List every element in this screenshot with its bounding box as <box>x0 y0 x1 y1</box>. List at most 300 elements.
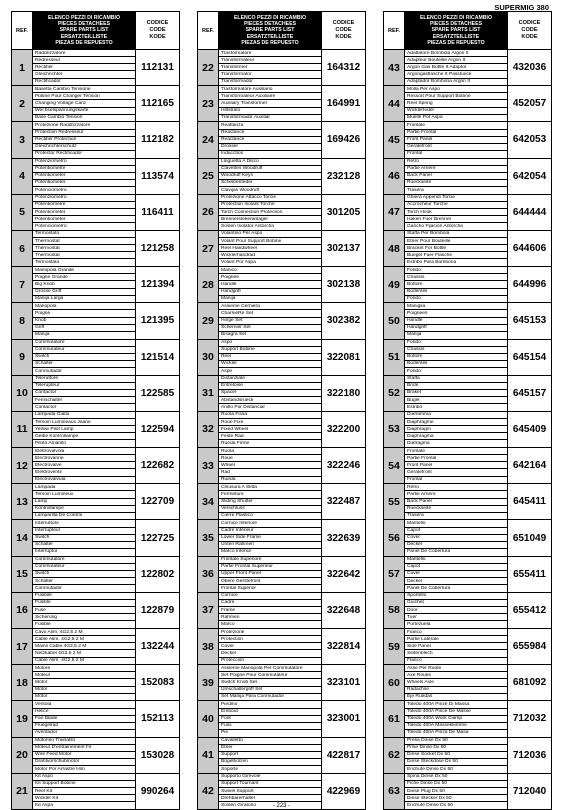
part-names <box>219 231 321 266</box>
part-name: Maniglia <box>405 304 507 311</box>
part-code: 990264 <box>135 774 179 809</box>
part-name: Lamparilla De Control <box>35 513 83 519</box>
part-name: Toledo 400A Pinza De Masa <box>407 730 469 736</box>
description-header-line: ELENCO PEZZI DI RICAMBIO <box>419 14 493 21</box>
ref-number: 41 <box>198 738 219 773</box>
part-name: Transformer <box>219 65 321 72</box>
table-row <box>384 628 551 664</box>
part-name: Sliding Shutter <box>219 499 321 506</box>
table-row <box>198 302 365 338</box>
ref-number: 54 <box>384 448 405 483</box>
part-name: CharnièRe Set <box>219 311 321 318</box>
part-names <box>33 303 135 338</box>
part-code: 322081 <box>321 340 365 375</box>
part-name: Frontale <box>405 449 507 456</box>
ref-number: 13 <box>12 484 33 519</box>
ref-number: 2 <box>12 86 33 121</box>
part-name: Raddrizzatore <box>33 51 135 58</box>
table-row <box>12 121 179 157</box>
part-code: 422969 <box>321 774 365 809</box>
part-name: Linguetta A Disco <box>219 159 321 166</box>
part-name: Termostato <box>33 231 135 238</box>
part-name: Contactor <box>33 390 135 397</box>
part-name: Reactance <box>219 137 321 144</box>
part-names <box>33 738 135 773</box>
part-name: Fermeture <box>219 492 321 499</box>
part-name: Lower Side Frame <box>219 535 321 542</box>
ref-header: REF. <box>12 12 33 49</box>
part-name: Ruota <box>219 449 321 456</box>
part-name: Protection <box>219 637 321 644</box>
part-code: 322180 <box>321 376 365 411</box>
part-name: Partie Arriere <box>405 492 507 499</box>
part-names <box>405 195 507 230</box>
table-row <box>384 158 551 194</box>
part-name: Prise Dinse Dx 50 <box>405 745 507 752</box>
part-name: Electrovalvula <box>35 477 66 483</box>
part-name: Cadre <box>219 600 321 607</box>
part-name: Fianco <box>405 630 507 637</box>
part-names <box>33 520 135 555</box>
part-name: Gleichrichterschutz <box>33 144 135 151</box>
part-name: Diaphragma <box>405 434 507 441</box>
part-name: Panel De Cobertura <box>407 549 451 555</box>
ref-number: 16 <box>12 593 33 628</box>
parts-table-1 <box>11 11 180 810</box>
part-name: Feste Rad <box>219 434 321 441</box>
part-name: Marco Inferior <box>221 549 252 555</box>
part-name: Thermostat <box>33 239 135 246</box>
part-name: Toledo 400A Work Clamp <box>405 716 507 723</box>
part-names <box>405 629 507 664</box>
part-name: Transformador Auxiliar <box>221 115 271 121</box>
table-row <box>384 302 551 338</box>
part-name: Transformateur Auxiliaire <box>219 94 321 101</box>
part-names <box>405 412 507 447</box>
part-name: Schalter <box>33 579 135 586</box>
part-name: Fan Blade <box>33 716 135 723</box>
part-code: 164312 <box>321 50 365 85</box>
part-name: Retro <box>405 159 507 166</box>
part-name: Kit Support Bobine <box>33 781 135 788</box>
ref-number: 59 <box>384 629 405 664</box>
part-code: 422817 <box>321 738 365 773</box>
part-names <box>405 376 507 411</box>
part-name: Brennerstekeranlager <box>219 217 321 224</box>
part-name: Verschluss <box>219 506 321 513</box>
part-name: Deckel <box>405 542 507 549</box>
part-name: Volant Por Aspa <box>221 259 256 265</box>
part-code: 122709 <box>135 484 179 519</box>
part-name: Roue <box>219 456 321 463</box>
description-header-line: ERSATZTEILLISTE <box>246 33 294 40</box>
part-name: Flanco <box>407 658 422 664</box>
part-names <box>405 665 507 700</box>
ref-number: 53 <box>384 412 405 447</box>
description-header-line: ERSATZTEILLISTE <box>60 33 108 40</box>
part-code: 122725 <box>135 520 179 555</box>
code-header-line: CODE <box>149 27 166 33</box>
part-names <box>405 159 507 194</box>
part-code: 645153 <box>507 303 551 338</box>
part-code: 121514 <box>135 340 179 375</box>
ref-number: 42 <box>198 774 219 809</box>
description-header-line: ELENCO PEZZI DI RICAMBIO <box>47 14 121 21</box>
part-name: Ghiera Appendi Torcie <box>405 195 507 202</box>
description-header <box>405 12 507 49</box>
part-name: Dinse Plug Dx 50 <box>405 789 507 796</box>
part-name: Buegel Fuer Flasche <box>405 253 507 260</box>
part-name: Cornice Inferiore <box>219 521 321 528</box>
part-name: Rueckseite <box>405 180 507 187</box>
part-code: 322246 <box>321 448 365 483</box>
part-names <box>405 448 507 483</box>
part-name: Ressort Pour Support Bobine <box>405 94 507 101</box>
part-name: Capot <box>405 564 507 571</box>
parts-table-2 <box>197 11 366 810</box>
table-row <box>12 158 179 194</box>
part-code: 322648 <box>321 593 365 628</box>
table-row <box>384 230 551 266</box>
ref-number: 7 <box>12 267 33 302</box>
part-code: 152083 <box>135 665 179 700</box>
part-name: Partie Frontal <box>405 456 507 463</box>
ref-number: 37 <box>198 593 219 628</box>
part-name: Kit Aspa <box>35 802 53 808</box>
part-name: Protezione Attacco Torcie <box>219 195 321 202</box>
part-name: Ruota Fissa <box>219 412 321 419</box>
description-header-line: PIEZAS DE REPUESTO <box>427 39 485 46</box>
part-code: 322642 <box>321 557 365 592</box>
part-name: Haken Fuer Brenner <box>405 217 507 224</box>
part-name: Adattatore Bombola Argon It <box>405 51 507 58</box>
table-header <box>12 12 179 49</box>
part-names <box>33 122 135 157</box>
part-name: Deckel <box>219 651 321 658</box>
ref-number: 1 <box>12 50 33 85</box>
ref-number: 52 <box>384 376 405 411</box>
table-row <box>384 121 551 157</box>
part-name: Aspo <box>219 340 321 347</box>
part-code: 452057 <box>507 86 551 121</box>
description-header-line: PIEZAS DE REPUESTO <box>241 39 299 46</box>
part-names <box>219 593 321 628</box>
parts-table-3 <box>383 11 552 810</box>
table-row <box>384 266 551 302</box>
part-name: Switch <box>33 535 135 542</box>
table-row <box>12 592 179 628</box>
part-code: 122682 <box>135 448 179 483</box>
table-row <box>384 556 551 592</box>
part-names <box>219 159 321 194</box>
ref-number: 20 <box>12 738 33 773</box>
part-name: Soslen Giratorio <box>221 802 257 808</box>
part-name: Roue Fixe <box>219 420 321 427</box>
ref-number: 10 <box>12 376 33 411</box>
ref-number: 44 <box>384 86 405 121</box>
part-name: Bottom <box>405 282 507 289</box>
ref-number: 17 <box>12 629 33 664</box>
table-row <box>384 375 551 411</box>
ref-number: 12 <box>12 448 33 483</box>
part-name: Back Panel <box>405 499 507 506</box>
part-name: Staffa <box>405 376 507 383</box>
table-row <box>384 700 551 736</box>
part-name: Wheels Axle <box>405 680 507 687</box>
table-row <box>384 664 551 700</box>
part-code: 302382 <box>321 303 365 338</box>
code-header-line: KODE <box>149 34 166 40</box>
table-row <box>384 737 551 773</box>
part-name: Handle <box>405 318 507 325</box>
part-name: Inducction <box>221 151 244 157</box>
ref-number: 34 <box>198 484 219 519</box>
part-names <box>33 376 135 411</box>
part-name: Dinse Socket Dx 50 <box>405 752 507 759</box>
part-names <box>219 340 321 375</box>
description-header-line: SPARE PARTS LIST <box>59 27 109 34</box>
table-row <box>12 483 179 519</box>
part-name: Swivel Support <box>219 789 321 796</box>
part-names <box>33 267 135 302</box>
part-name: Chiusura A Slitta <box>219 485 321 492</box>
part-names <box>219 195 321 230</box>
part-name: Woodruff Keys <box>219 173 321 180</box>
ref-number: 40 <box>198 701 219 736</box>
part-name: Teleruttore <box>33 376 135 383</box>
description-header-line: PIECES DETACHEES <box>57 21 111 28</box>
part-name: Eje Ruedas <box>407 694 433 700</box>
part-names <box>405 86 507 121</box>
part-name: Reattanza <box>219 123 321 130</box>
part-name: Estribo <box>407 404 423 410</box>
table-row <box>198 700 365 736</box>
part-name: Cable Alim. 4G2,5 2 M <box>33 637 135 644</box>
part-name: Trasera <box>407 513 424 519</box>
part-name: Frontal <box>407 151 423 157</box>
part-name: Guichet <box>405 600 507 607</box>
part-names <box>219 701 321 736</box>
part-name: Diaphragm <box>405 427 507 434</box>
part-code: 232128 <box>321 159 365 194</box>
part-name: Dinse Steckdose Dx 50 <box>405 759 507 766</box>
part-name: Sicherung <box>33 615 135 622</box>
part-name: Rueda Firme <box>221 440 250 446</box>
part-code: 645154 <box>507 340 551 375</box>
part-name: Temoin Lumineaux Jaune <box>33 420 135 427</box>
table-row <box>384 85 551 121</box>
part-name: Fuse <box>33 608 135 615</box>
description-header-line: PIECES DETACHEES <box>429 21 483 28</box>
part-name: Motor <box>33 680 135 687</box>
ref-number: 22 <box>198 50 219 85</box>
ref-number: 3 <box>12 122 33 157</box>
description-header-line: SPARE PARTS LIST <box>431 27 481 34</box>
part-name: Transformator <box>219 72 321 79</box>
part-code: 122585 <box>135 376 179 411</box>
part-name: Electrovalve <box>33 463 135 470</box>
part-code: 153028 <box>135 738 179 773</box>
part-name: Wickler <box>219 361 321 368</box>
part-name: Potentiometer <box>33 180 135 187</box>
description-header-line: ELENCO PEZZI DI RICAMBIO <box>233 14 307 21</box>
part-name: Reel Kit <box>33 789 135 796</box>
ref-number: 5 <box>12 195 33 230</box>
ref-number: 49 <box>384 267 405 302</box>
part-name: Umschaltergriff Set <box>219 687 321 694</box>
part-name: Commutatore <box>33 340 135 347</box>
table-row <box>198 664 365 700</box>
ref-number: 62 <box>384 738 405 773</box>
table-row <box>12 302 179 338</box>
part-name: Cover <box>405 571 507 578</box>
part-name: Mantello <box>405 557 507 564</box>
table-row <box>198 592 365 628</box>
part-name: Mains Cable 4G2,5 2 M <box>33 644 135 651</box>
part-names <box>33 231 135 266</box>
part-name: Wire Feed Motor <box>33 752 135 759</box>
part-name: Contactor <box>35 404 57 410</box>
part-name: Manico <box>219 268 321 275</box>
ref-number: 26 <box>198 195 219 230</box>
part-code: 322487 <box>321 484 365 519</box>
ref-number: 60 <box>384 665 405 700</box>
code-header-line: CODICE <box>146 20 169 26</box>
part-name: Changing Voltage Card <box>33 101 135 108</box>
table-row <box>384 483 551 519</box>
part-code: 712032 <box>507 701 551 736</box>
part-name: Rad <box>219 470 321 477</box>
part-code: 112182 <box>135 122 179 157</box>
part-name: Conmutador <box>35 585 62 591</box>
part-name: Potentiometer <box>33 210 135 217</box>
part-names <box>33 448 135 483</box>
part-name: Rahmen <box>219 615 321 622</box>
part-name: Cornice <box>219 593 321 600</box>
part-name: Electrovanne <box>33 456 135 463</box>
part-name: Elettrovalvola <box>33 449 135 456</box>
part-name: Manopola Grande <box>33 268 135 275</box>
part-names <box>33 50 135 85</box>
table-row <box>12 737 179 773</box>
part-names <box>33 593 135 628</box>
ref-number: 11 <box>12 412 33 447</box>
model-title: SUPERMIG 380 <box>494 3 549 12</box>
ref-number: 61 <box>384 701 405 736</box>
ref-number: 50 <box>384 303 405 338</box>
part-name: Switch Knob Set <box>219 680 321 687</box>
part-name: Pie <box>221 730 229 736</box>
part-name: Cable Alim. 4G2,5 2 M <box>35 658 84 664</box>
part-code: 712036 <box>507 738 551 773</box>
ref-number: 28 <box>198 267 219 302</box>
part-name: Handgriff <box>219 289 321 296</box>
part-name: Supporto Girevole <box>219 774 321 781</box>
part-name: Distanziale <box>219 376 321 383</box>
part-name: Auxiliary Transformer <box>219 101 321 108</box>
part-name: Estribo Para Bombona <box>407 259 457 265</box>
part-name: Soslen Isolator Antorcha <box>221 223 275 229</box>
ref-header: REF. <box>198 12 219 49</box>
ref-number: 9 <box>12 340 33 375</box>
part-code: 712040 <box>507 774 551 809</box>
part-code: 122802 <box>135 557 179 592</box>
part-name: Rueckseite <box>405 506 507 513</box>
part-name: Portezuela <box>407 621 431 627</box>
part-name: Frontal Superior <box>221 585 257 591</box>
table-row <box>198 375 365 411</box>
part-name: Yellow Pilot Lamp <box>33 427 135 434</box>
part-name: Scheibenfeder <box>219 180 321 187</box>
ref-number: 21 <box>12 774 33 809</box>
part-name: Platine Pour Changer Tension <box>33 94 135 101</box>
part-names <box>219 303 321 338</box>
part-name: Hinge Set <box>219 318 321 325</box>
table-row <box>384 49 551 85</box>
description-header-line: SPARE PARTS LIST <box>245 27 295 34</box>
part-name: Partie Arriere <box>405 166 507 173</box>
part-name: Reactance <box>219 130 321 137</box>
part-name: Kontrollampe <box>33 506 135 513</box>
table-row <box>12 266 179 302</box>
part-name: Spacer <box>219 390 321 397</box>
part-name: Front Panel <box>405 137 507 144</box>
part-name: Upper Front Panel <box>219 571 321 578</box>
ref-number: 8 <box>12 303 33 338</box>
table-row <box>198 49 365 85</box>
table-row <box>12 411 179 447</box>
part-name: Trasera <box>407 187 424 193</box>
part-name: Gleichrichter <box>33 72 135 79</box>
part-code: 642054 <box>507 159 551 194</box>
ref-number: 55 <box>384 484 405 519</box>
table-row <box>384 447 551 483</box>
table-row <box>12 230 179 266</box>
part-name: Elektroventil <box>33 470 135 477</box>
part-code: 152113 <box>135 701 179 736</box>
part-name: Drehbarerhalter <box>219 796 321 803</box>
part-code: 323101 <box>321 665 365 700</box>
part-name: Switch <box>33 571 135 578</box>
description-header <box>33 12 135 49</box>
part-name: Etrier <box>219 745 321 752</box>
table-header <box>198 12 365 49</box>
part-name: Fluegelrad <box>33 723 135 730</box>
table-row <box>198 266 365 302</box>
ref-number: 35 <box>198 520 219 555</box>
part-names <box>405 520 507 555</box>
part-name: Bottom <box>405 354 507 361</box>
part-name: Manija <box>221 296 236 302</box>
part-name: Geratefront <box>405 144 507 151</box>
ref-number: 43 <box>384 50 405 85</box>
ref-number: 23 <box>198 86 219 121</box>
part-name: Foot <box>219 716 321 723</box>
part-name: Aspe <box>221 368 233 374</box>
ref-number: 31 <box>198 376 219 411</box>
part-names <box>219 50 321 85</box>
part-name: Potenziometro <box>33 159 135 166</box>
ref-number: 25 <box>198 159 219 194</box>
part-name: Trasformatore <box>219 51 321 58</box>
part-name: Soporte <box>221 766 239 772</box>
part-name: Potentiometer <box>33 217 135 224</box>
part-name: Abstandsrueck <box>219 398 321 405</box>
part-name: Motor Por Arrastre Hilo <box>35 766 85 772</box>
ref-number: 6 <box>12 231 33 266</box>
table-row <box>12 447 179 483</box>
part-name: Set Manija Para Conmutador <box>221 694 285 700</box>
